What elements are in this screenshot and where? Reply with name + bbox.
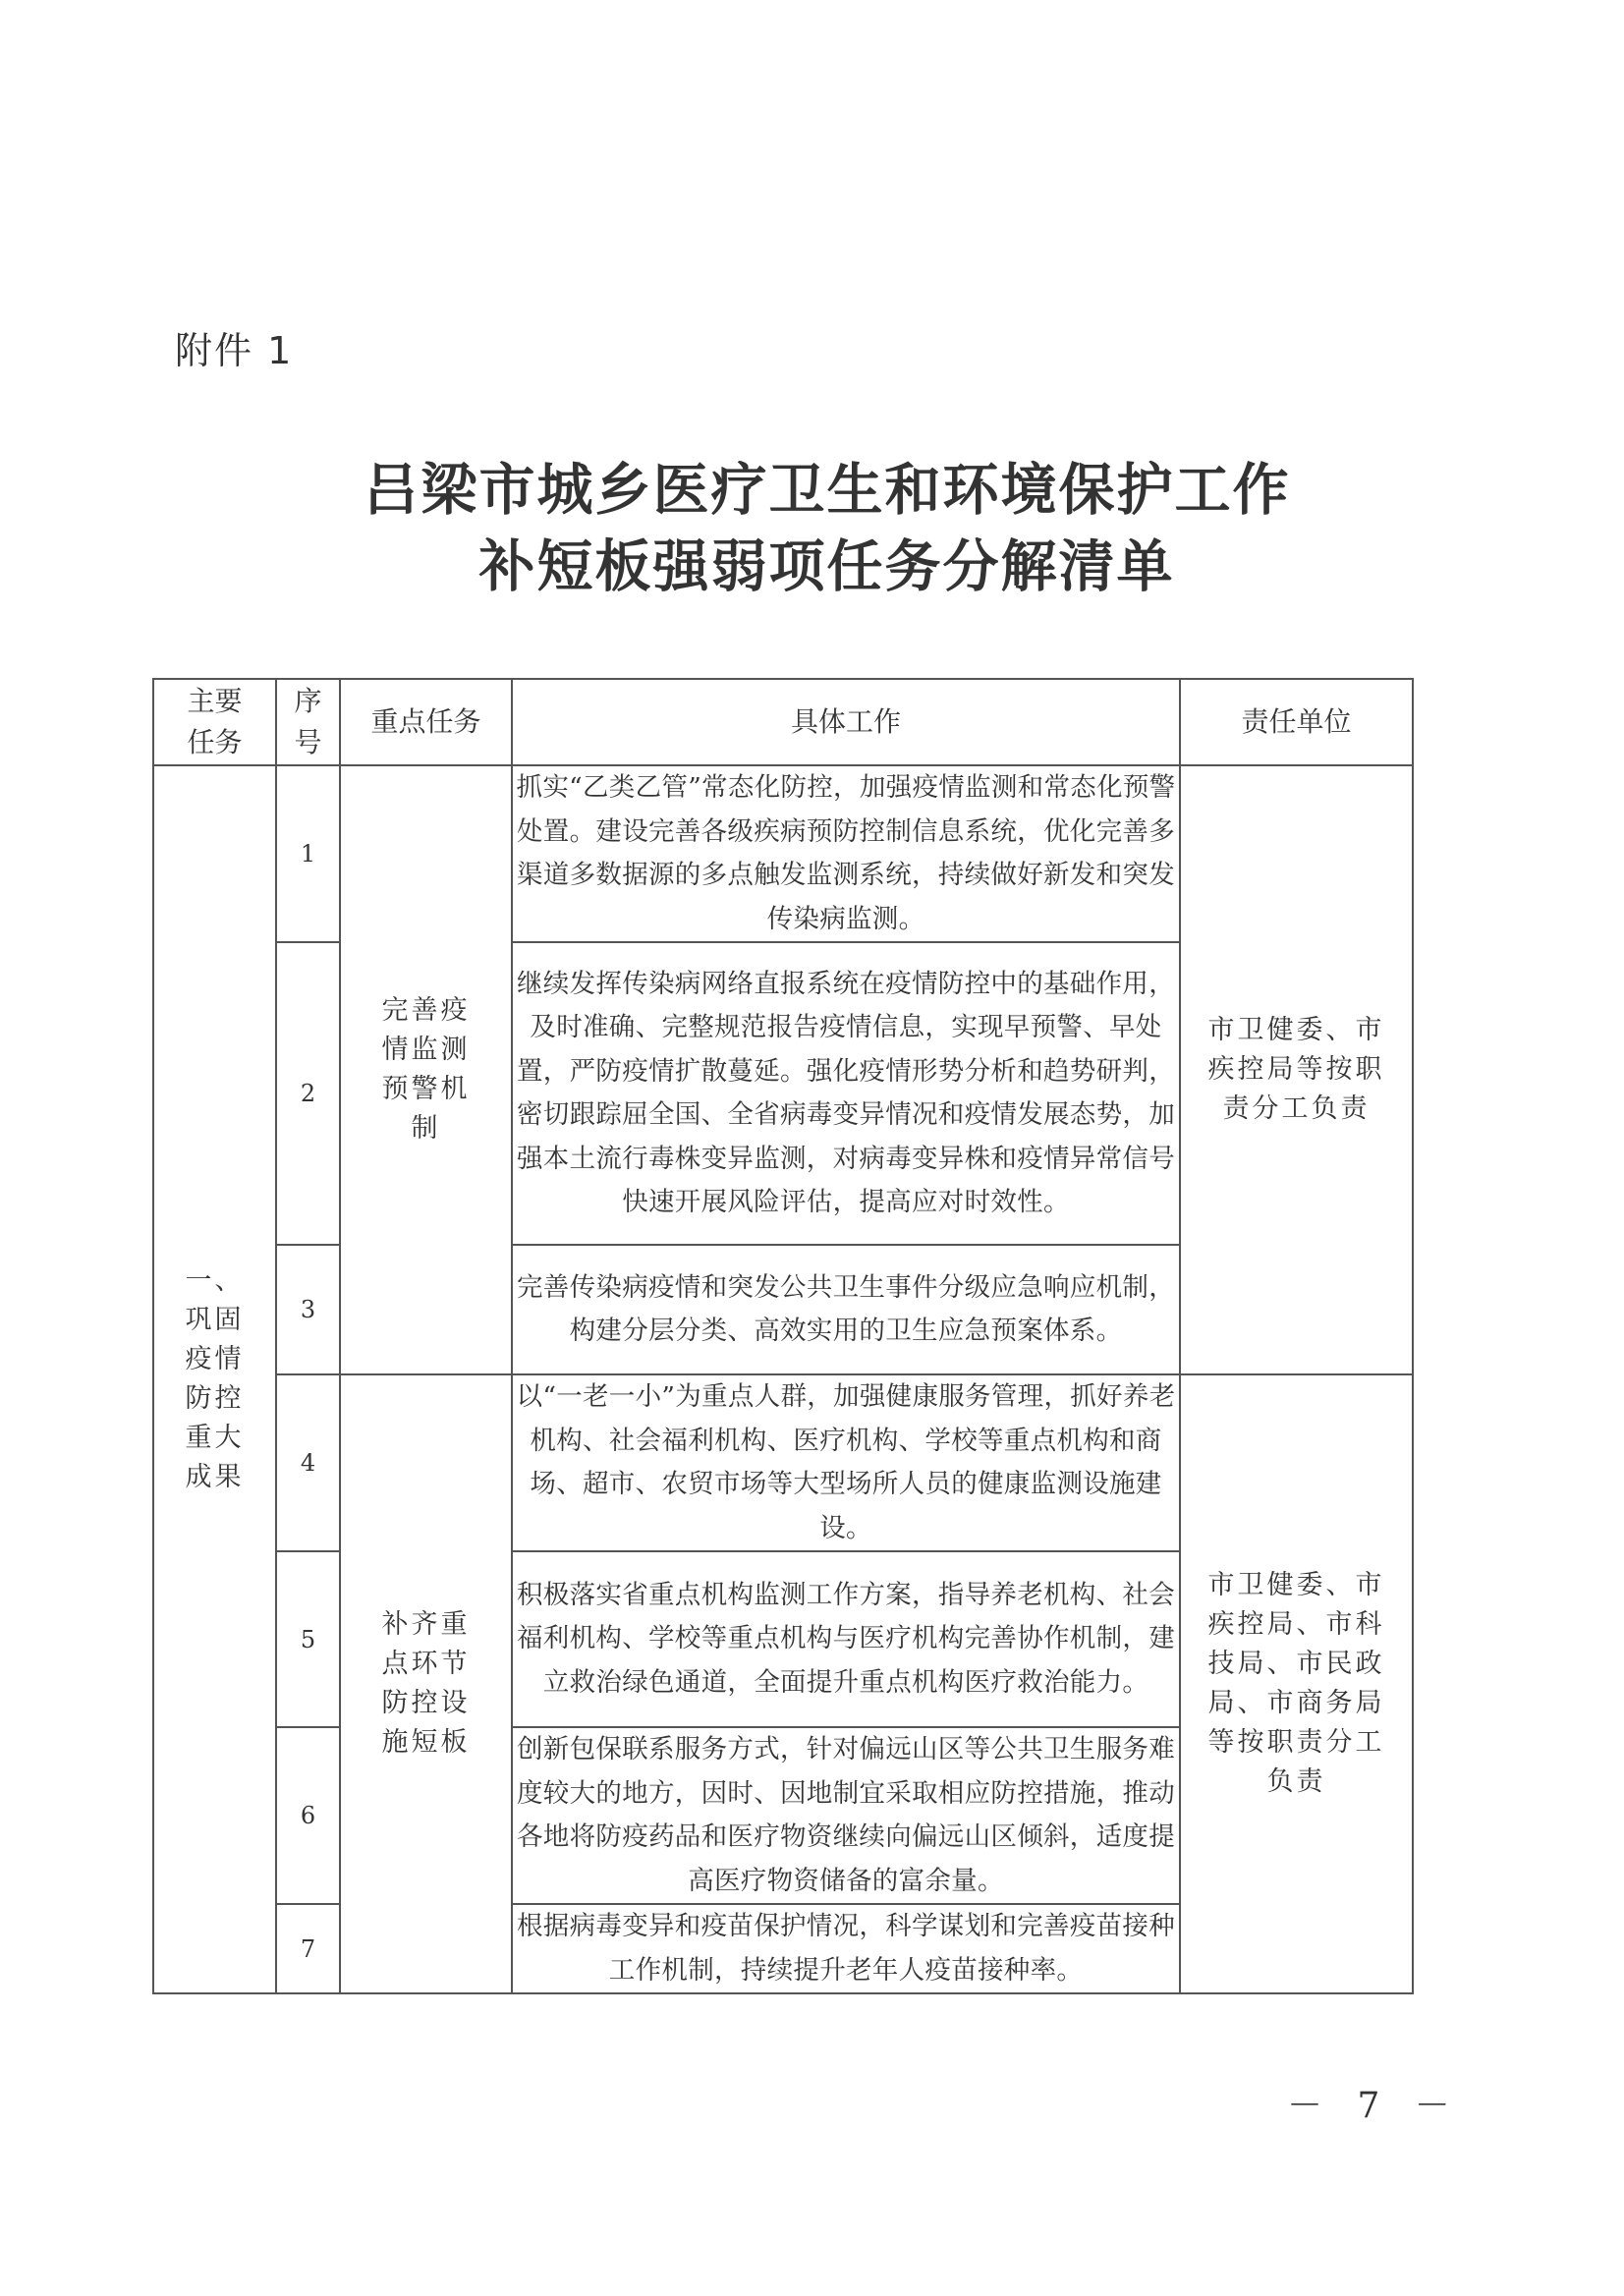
header-work: 具体工作: [512, 679, 1180, 765]
seq-cell: 6: [276, 1727, 340, 1904]
table-row: [153, 1374, 1413, 1551]
seq-cell: 2: [276, 942, 340, 1245]
header-key-task: 重点任务: [340, 679, 512, 765]
seq-cell: 7: [276, 1904, 340, 1993]
header-seq: 序号: [276, 679, 340, 765]
table-header-row: [153, 679, 1413, 765]
document-title-line-2: 补短板强弱项任务分解清单: [478, 533, 1175, 599]
work-cell: 完善传染病疫情和突发公共卫生事件分级应急响应机制，构建分层分类、高效实用的卫生应急预案体系。: [512, 1245, 1180, 1374]
task-table: [152, 678, 1414, 1994]
work-cell: 根据病毒变异和疫苗保护情况，科学谋划和完善疫苗接种工作机制，持续提升老年人疫苗接种率。: [512, 1904, 1180, 1993]
table-row: [153, 765, 1413, 942]
header-main-task: 主要任务: [153, 679, 276, 765]
seq-cell: 1: [276, 765, 340, 942]
responsible-cell: 市卫健委、市疾控局、市科技局、市民政局、市商务局等按职责分工负责: [1180, 1374, 1413, 1993]
work-cell: 以“一老一小”为重点人群，加强健康服务管理，抓好养老机构、社会福利机构、医疗机构、学校等重点机构和商场、超市、农贸市场等大型场所人员的健康监测设施建设。: [512, 1374, 1180, 1551]
main-task-cell: 一、巩固疫情防控重大成果: [153, 765, 276, 1993]
attachment-label: 附件 1: [175, 329, 294, 372]
responsible-cell: 市卫健委、市疾控局等按职责分工负责: [1180, 765, 1413, 1374]
header-responsible: 责任单位: [1180, 679, 1413, 765]
work-cell: 积极落实省重点机构监测工作方案，指导养老机构、社会福利机构、学校等重点机构与医疗机构完善协作机制，建立救治绿色通道，全面提升重点机构医疗救治能力。: [512, 1551, 1180, 1727]
seq-cell: 4: [276, 1374, 340, 1551]
key-task-cell: 完善疫情监测预警机制: [340, 765, 512, 1374]
work-cell: 创新包保联系服务方式，针对偏远山区等公共卫生服务难度较大的地方，因时、因地制宜采取相应防控措施，推动各地将防疫药品和医疗物资继续向偏远山区倾斜，适度提高医疗物资储备的富余量。: [512, 1727, 1180, 1904]
key-task-cell: 补齐重点环节防控设施短板: [340, 1374, 512, 1993]
seq-cell: 3: [276, 1245, 340, 1374]
document-title-line-1: 吕梁市城乡医疗卫生和环境保护工作: [363, 457, 1291, 523]
page-number: － 7 －: [1287, 2086, 1462, 2126]
work-cell: 继续发挥传染病网络直报系统在疫情防控中的基础作用，及时准确、完整规范报告疫情信息，实现早预警、早处置，严防疫情扩散蔓延。强化疫情形势分析和趋势研判，密切跟踪屈全国、全省病毒变异情况和疫情发展态势，加强本土流行毒株变异监测，对病毒变异株和疫情异常信号快速开展风险评估，提高应对时效性。: [512, 942, 1180, 1245]
seq-cell: 5: [276, 1551, 340, 1727]
work-cell: 抓实“乙类乙管”常态化防控，加强疫情监测和常态化预警处置。建设完善各级疾病预防控制信息系统，优化完善多渠道多数据源的多点触发监测系统，持续做好新发和突发传染病监测。: [512, 765, 1180, 942]
